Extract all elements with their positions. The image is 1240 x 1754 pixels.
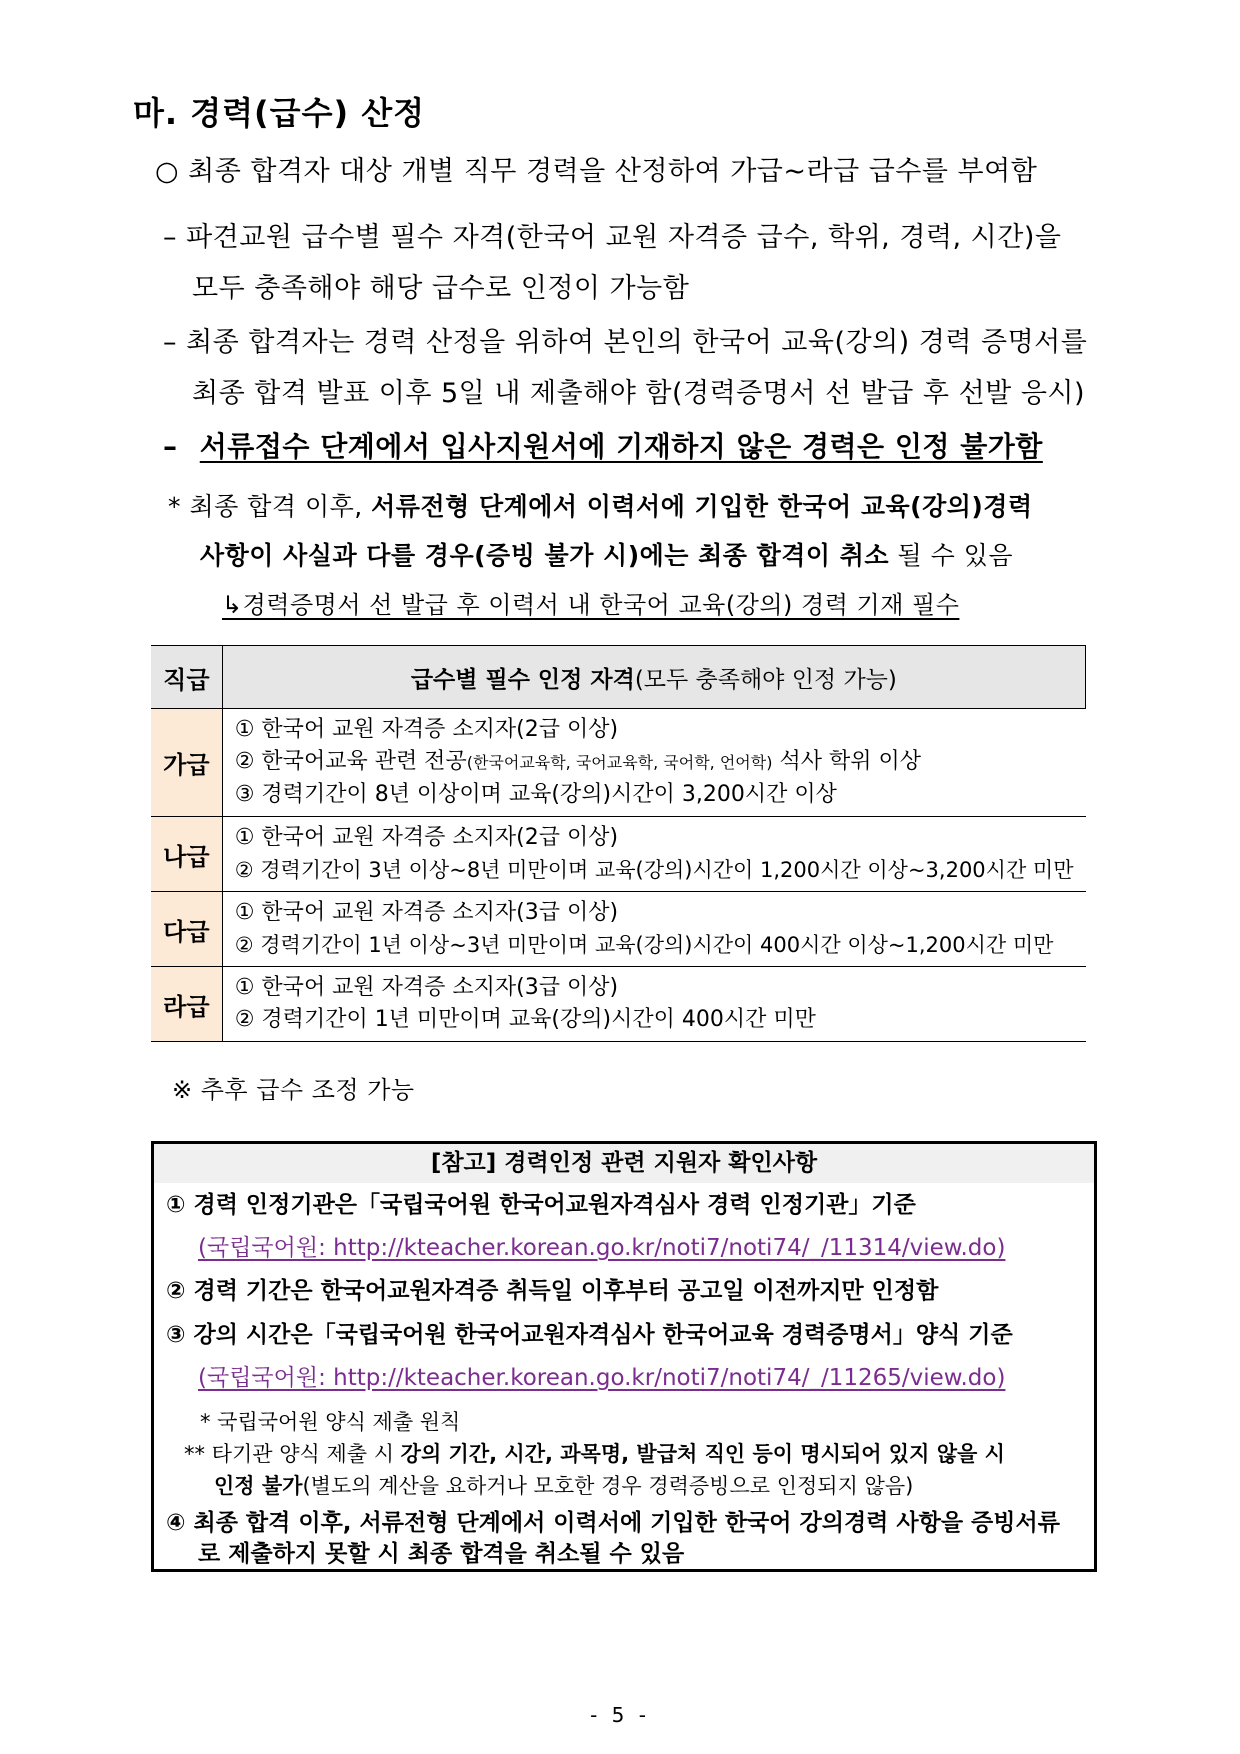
reference-item-2: ② 경력 기간은 한국어교원자격증 취득일 이후부터 공고일 이전까지만 인정함 bbox=[166, 1278, 939, 1304]
bullet-3 bbox=[163, 428, 1043, 466]
reference-item-4-line-2: 로 제출하지 못할 시 최종 합격을 취소될 수 있음 bbox=[198, 1541, 685, 1567]
table-row bbox=[151, 817, 1086, 892]
star-note-2a: 사항이 사실과 다를 경우(증빙 불가 시)에는 최종 합격이 취소 bbox=[200, 541, 890, 570]
reference-title: [참고] 경력인정 관련 지원자 확인사항 bbox=[154, 1144, 1094, 1183]
bullet-3-text: 서류접수 단계에서 입사지원서에 기재하지 않은 경력은 인정 불가함 bbox=[199, 430, 1043, 463]
star-note-2b: 될 수 있음 bbox=[889, 541, 1014, 570]
reference-link-2[interactable] bbox=[198, 1362, 1005, 1394]
intro-text: ○ 최종 합격자 대상 개별 직무 경력을 산정하여 가급~라급 급수를 부여함 bbox=[155, 156, 1038, 187]
header-grade: 직급 bbox=[151, 646, 222, 709]
qualification-majors: (한국어교육학, 국어교육학, 국어학, 언어학) bbox=[466, 753, 773, 772]
qualification-item: ① 한국어 교원 자격증 소지자(2급 이상) bbox=[234, 825, 619, 850]
grade-cell: 가급 bbox=[151, 709, 222, 817]
adjust-note: ※ 추후 급수 조정 가능 bbox=[172, 1076, 415, 1104]
reference-item-1: ① 경력 인정기관은「국립국어원 한국어교원자격심사 경력 인정기관」기준 bbox=[166, 1192, 916, 1218]
star-note-line-2 bbox=[200, 538, 1013, 574]
table-header-row bbox=[151, 646, 1086, 709]
section-heading: 마. 경력(급수) 산정 bbox=[133, 94, 426, 132]
star-note-1a: * 최종 합격 이후, bbox=[168, 492, 372, 521]
link-kteacher-11314[interactable]: (국립국어원: http://kteacher.korean.go.kr/noti7/noti74/_/11314/view.do) bbox=[198, 1235, 1006, 1261]
qualification-item: ① 한국어 교원 자격증 소지자(2급 이상) bbox=[234, 717, 619, 742]
qualification-item: ① 한국어 교원 자격증 소지자(3급 이상) bbox=[234, 900, 619, 925]
reference-item-3: ③ 강의 시간은「국립국어원 한국어교원자격심사 한국어교육 경력증명서」양식 기준 bbox=[166, 1322, 1013, 1348]
bullet-2-line-1: – 최종 합격자는 경력 산정을 위하여 본인의 한국어 교육(강의) 경력 증명서를 bbox=[163, 327, 1088, 358]
header-qualification-rest: (모두 충족해야 인정 가능) bbox=[634, 666, 897, 693]
bullet-1-line-2: 모두 충족해야 해당 급수로 인정이 가능함 bbox=[192, 273, 690, 304]
qualification-item: ② 경력기간이 1년 이상~3년 미만이며 교육(강의)시간이 400시간 이상~1,200시간 미만 bbox=[234, 933, 1054, 957]
table-row bbox=[151, 892, 1086, 967]
star-note-line-3: ↳경력증명서 선 발급 후 이력서 내 한국어 교육(강의) 경력 기재 필수 bbox=[222, 591, 960, 619]
reference-note-3b: (별도의 계산을 요하거나 모호한 경우 경력증빙으로 인정되지 않음) bbox=[302, 1474, 914, 1498]
reference-item-4-line-1: ④ 최종 합격 이후, 서류전형 단계에서 이력서에 기입한 한국어 강의경력 사항을 증빙서류 bbox=[166, 1510, 1060, 1536]
qualification-item: ② 경력기간이 1년 미만이며 교육(강의)시간이 400시간 미만 bbox=[234, 1007, 816, 1032]
star-note-1b: 서류전형 단계에서 이력서에 기입한 한국어 교육(강의)경력 bbox=[371, 492, 1033, 521]
page-number: - 5 - bbox=[590, 1703, 650, 1727]
table-row bbox=[151, 709, 1086, 817]
qualification-cell bbox=[222, 892, 1085, 967]
table-row bbox=[151, 967, 1086, 1042]
qualification-text: ② 한국어교육 관련 전공 bbox=[234, 749, 467, 774]
grade-cell: 라급 bbox=[151, 967, 222, 1042]
grade-qualification-table bbox=[151, 645, 1086, 1042]
qualification-cell bbox=[222, 817, 1085, 892]
link-kteacher-11265[interactable]: (국립국어원: http://kteacher.korean.go.kr/noti7/noti74/_/11265/view.do) bbox=[198, 1365, 1006, 1391]
qualification-text: 석사 학위 이상 bbox=[772, 749, 921, 774]
reference-note-2a: ** 타기관 양식 제출 시 bbox=[184, 1442, 401, 1466]
reference-note-3a: 인정 불가 bbox=[214, 1474, 303, 1498]
header-qualification bbox=[222, 646, 1085, 709]
bullet-2-line-2: 최종 합격 발표 이후 5일 내 제출해야 함(경력증명서 선 발급 후 선발 응시) bbox=[192, 378, 1086, 409]
qualification-cell bbox=[222, 967, 1085, 1042]
reference-note-1: * 국립국어원 양식 제출 원칙 bbox=[200, 1410, 461, 1434]
qualification-cell bbox=[222, 709, 1085, 817]
reference-link-1[interactable] bbox=[198, 1232, 1005, 1264]
qualification-item bbox=[235, 746, 1074, 779]
grade-cell: 나급 bbox=[151, 817, 222, 892]
qualification-item: ② 경력기간이 3년 이상~8년 미만이며 교육(강의)시간이 1,200시간 이상~3,200시간 미만 bbox=[234, 858, 1074, 882]
bullet-1-line-1: – 파견교원 급수별 필수 자격(한국어 교원 자격증 급수, 학위, 경력, 시간)을 bbox=[163, 222, 1062, 253]
qualification-item: ③ 경력기간이 8년 이상이며 교육(강의)시간이 3,200시간 이상 bbox=[234, 782, 837, 807]
reference-box bbox=[151, 1141, 1097, 1572]
reference-note-3 bbox=[214, 1470, 913, 1502]
reference-note-2 bbox=[184, 1438, 1005, 1470]
reference-note-2b: 강의 기간, 시간, 과목명, 발급처 직인 등이 명시되어 있지 않을 시 bbox=[400, 1442, 1005, 1466]
grade-cell: 다급 bbox=[151, 892, 222, 967]
bullet-3-dash: – bbox=[163, 430, 178, 463]
star-note-line-1 bbox=[168, 489, 1033, 525]
header-qualification-bold: 급수별 필수 인정 자격 bbox=[410, 666, 635, 693]
qualification-item: ① 한국어 교원 자격증 소지자(3급 이상) bbox=[234, 975, 619, 1000]
